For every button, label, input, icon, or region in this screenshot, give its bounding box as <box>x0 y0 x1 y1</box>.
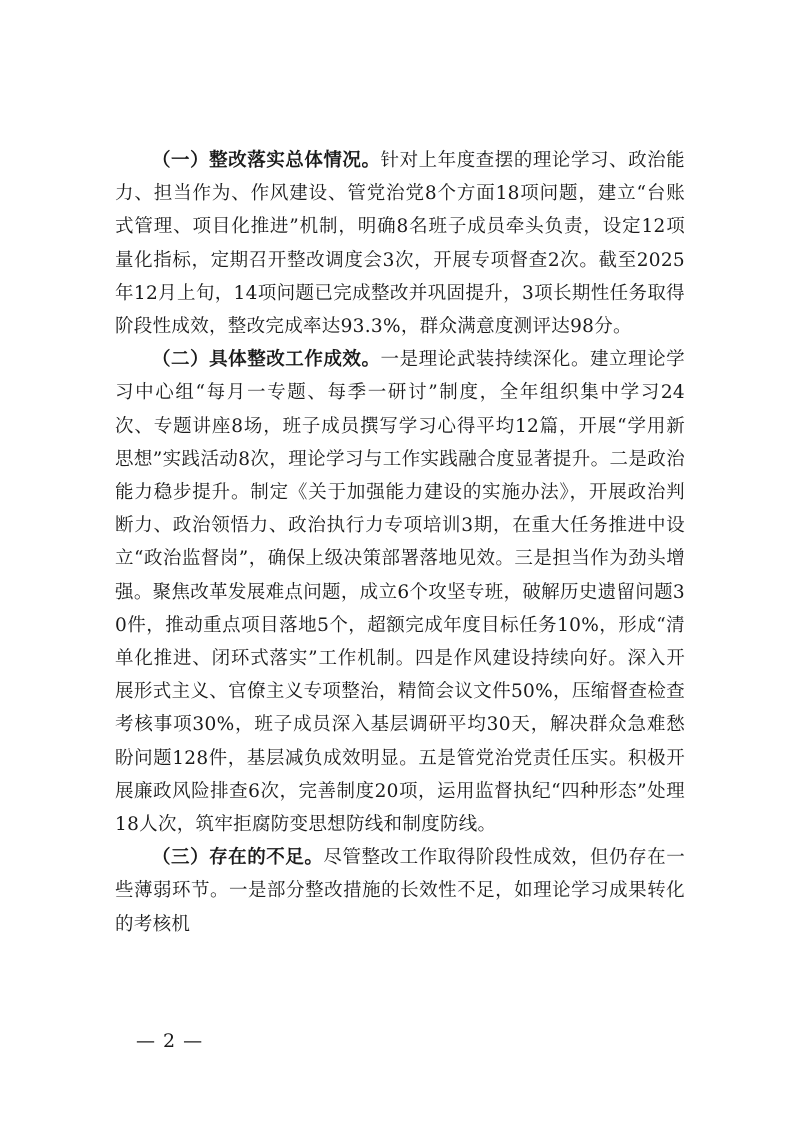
document-body <box>115 144 685 941</box>
paragraph-heading: （一）整改落实总体情况。 <box>152 150 381 171</box>
paragraph-text: 尽管整改工作取得阶段性成效，但仍存在一些薄弱环节。一是部分整改措施的长效性不足，如理论学习成果转化的考核机 <box>115 847 686 935</box>
paragraph-specific-results <box>115 343 685 841</box>
page-number: — 2 — <box>136 1030 204 1052</box>
paragraph-overall-status <box>115 144 685 343</box>
paragraph-heading: （二）具体整改工作成效。 <box>152 349 381 371</box>
paragraph-heading: （三）存在的不足。 <box>152 847 324 869</box>
paragraph-text: 针对上年度查摆的理论学习、政治能力、担当作为、作风建设、管党治党8个方面18项问题，建立“台账式管理、项目化推进”机制，明确8名班子成员牵头负责，设定12项量化指标，定期召开整改调度会3次，开展专项督查2次。截至2025年12月上旬，14项问题已完成整改并巩固提升，3项长期性任务取得阶段性成效，整改完成率达93.3%，群众满意度测评达98分。 <box>115 150 685 338</box>
paragraph-shortcomings <box>115 841 685 941</box>
paragraph-text: 一是理论武装持续深化。建立理论学习中心组“每月一专题、每季一研讨”制度，全年组织集中学习24次、专题讲座8场，班子成员撰写学习心得平均12篇，开展“学用新思想”实践活动8次，理论学习与工作实践融合度显著提升。二是政治能力稳步提升。制定《关于加强能力建设的实施办法》，开展政治判断力、政治领悟力、政治执行力专项培训3期，在重大任务推进中设立“政治监督岗”，确保上级决策部署落地见效。三是担当作为劲头增强。聚焦改革发展难点问题，成立6个攻坚专班，破解历史遗留问题30件，推动重点项目落地5个，超额完成年度目标任务10%，形成“清单化推进、闭环式落实”工作机制。四是作风建设持续向好。深入开展形式主义、官僚主义专项整治，精简会议文件50%，压缩督查检查考核事项30%，班子成员深入基层调研平均30天，解决群众急难愁盼问题128件，基层减负成效明显。五是管党治党责任压实。积极开展廉政风险排查6次，完善制度20项，运用监督执纪“四种形态”处理18人次，筑牢拒腐防变思想防线和制度防线。 <box>115 349 685 836</box>
